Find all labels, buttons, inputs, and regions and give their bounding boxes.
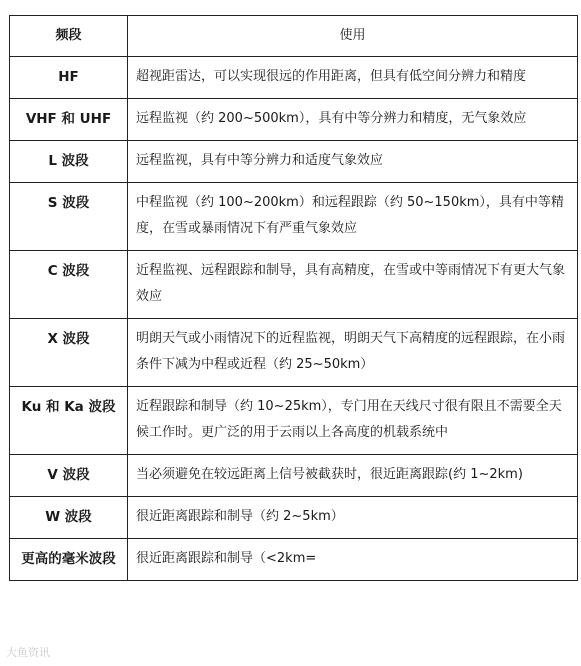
header-usage: 使用	[128, 16, 578, 57]
usage-cell: 远程监视（约 200~500km），具有中等分辨力和精度，无气象效应	[128, 99, 578, 141]
table-row	[10, 99, 578, 141]
table-row	[10, 497, 578, 539]
usage-cell: 近程跟踪和制导（约 10~25km），专门用在天线尺寸很有限且不需要全天候工作时。更广泛的用于云雨以上各高度的机载系统中	[128, 387, 578, 455]
usage-cell: 明朗天气或小雨情况下的近程监视，明朗天气下高精度的远程跟踪，在小雨条件下减为中程或近程（约 25~50km）	[128, 319, 578, 387]
band-cell: L 波段	[10, 141, 128, 183]
usage-cell: 近程监视、远程跟踪和制导，具有高精度，在雪或中等雨情况下有更大气象效应	[128, 251, 578, 319]
band-cell: 更高的毫米波段	[10, 539, 128, 581]
usage-cell: 很近距离跟踪和制导（约 2~5km）	[128, 497, 578, 539]
usage-cell: 超视距雷达，可以实现很远的作用距离，但具有低空间分辨力和精度	[128, 57, 578, 99]
table-row	[10, 319, 578, 387]
watermark: 大鱼资讯	[6, 646, 50, 659]
usage-cell: 当必须避免在较远距离上信号被截获时，很近距离跟踪(约 1~2km)	[128, 455, 578, 497]
usage-cell: 远程监视，具有中等分辨力和适度气象效应	[128, 141, 578, 183]
band-cell: W 波段	[10, 497, 128, 539]
table-row	[10, 539, 578, 581]
radar-band-table	[9, 15, 578, 581]
band-cell: C 波段	[10, 251, 128, 319]
usage-cell: 很近距离跟踪和制导（<2km=	[128, 539, 578, 581]
table-row	[10, 387, 578, 455]
table-row	[10, 183, 578, 251]
band-cell: Ku 和 Ka 波段	[10, 387, 128, 455]
usage-cell: 中程监视（约 100~200km）和远程跟踪（约 50~150km），具有中等精度，在雪或暴雨情况下有严重气象效应	[128, 183, 578, 251]
band-cell: VHF 和 UHF	[10, 99, 128, 141]
header-row	[10, 16, 578, 57]
band-cell: X 波段	[10, 319, 128, 387]
table-row	[10, 455, 578, 497]
table-row	[10, 57, 578, 99]
header-band: 频段	[10, 16, 128, 57]
band-cell: HF	[10, 57, 128, 99]
band-cell: V 波段	[10, 455, 128, 497]
table-row	[10, 141, 578, 183]
band-cell: S 波段	[10, 183, 128, 251]
table-row	[10, 251, 578, 319]
